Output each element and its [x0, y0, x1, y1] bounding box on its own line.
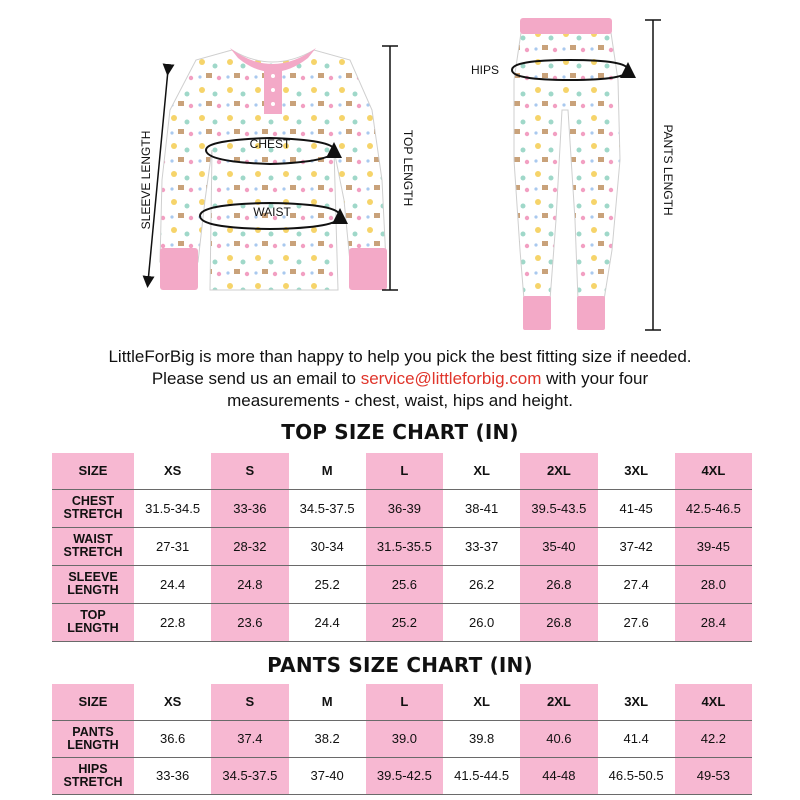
size-value-cell: 44-48 [520, 757, 597, 794]
size-header-row [52, 684, 752, 720]
garment-illustration [0, 0, 800, 345]
size-header-cell: L [366, 453, 443, 489]
measurement-row [52, 757, 752, 794]
size-value-cell: 41.5-44.5 [443, 757, 520, 794]
intro-line-2-start: Please send us an email to [151, 369, 361, 388]
size-value-cell: 38.2 [289, 720, 366, 757]
pants-size-table [52, 684, 752, 795]
size-header-cell: S [211, 684, 288, 720]
size-header-cell: M [289, 684, 366, 720]
measurement-label [52, 757, 134, 794]
measurement-label-line-2: LENGTH [67, 737, 119, 752]
size-value-cell: 40.6 [520, 720, 597, 757]
chest-label: CHEST [249, 137, 291, 151]
size-header-cell: S [211, 453, 288, 489]
size-value-cell: 26.8 [520, 565, 597, 603]
measurement-label-line-2: STRETCH [63, 774, 123, 789]
size-header-cell: 2XL [520, 684, 597, 720]
size-header-cell: 4XL [675, 453, 752, 489]
intro-text [20, 346, 780, 412]
pants-garment-shape [514, 18, 620, 330]
pants-length-label: PANTS LENGTH [661, 124, 675, 216]
intro-line-2 [20, 368, 780, 390]
size-value-cell: 46.5-50.5 [598, 757, 675, 794]
measurement-row [52, 603, 752, 641]
pants-length-arrow [645, 20, 661, 330]
size-header-cell: 2XL [520, 453, 597, 489]
measurement-row [52, 565, 752, 603]
top-size-chart-title: TOP SIZE CHART (IN) [281, 420, 519, 444]
measurement-row [52, 527, 752, 565]
size-header-cell: XS [134, 453, 211, 489]
size-header-cell: 3XL [598, 453, 675, 489]
measurement-label [52, 720, 134, 757]
size-value-cell: 23.6 [211, 603, 288, 641]
measurement-label [52, 527, 134, 565]
size-value-cell: 26.0 [443, 603, 520, 641]
measurement-label-line-2: LENGTH [67, 621, 119, 635]
hips-label: HIPS [470, 63, 500, 77]
size-value-cell: 27.6 [598, 603, 675, 641]
size-value-cell: 36.6 [134, 720, 211, 757]
size-value-cell: 39.0 [366, 720, 443, 757]
measurement-label-line-2: STRETCH [63, 507, 123, 521]
size-header-cell: M [289, 453, 366, 489]
intro-line-3: measurements - chest, waist, hips and height. [227, 391, 573, 410]
size-value-cell: 39.5-43.5 [520, 489, 597, 527]
measurement-label-line-1: WAIST [73, 532, 113, 546]
size-value-cell: 22.8 [134, 603, 211, 641]
size-value-cell: 25.2 [366, 603, 443, 641]
size-value-cell: 31.5-35.5 [366, 527, 443, 565]
size-value-cell: 28.0 [675, 565, 752, 603]
size-header-cell: XS [134, 684, 211, 720]
size-value-cell: 49-53 [675, 757, 752, 794]
size-value-cell: 39-45 [675, 527, 752, 565]
garment-measurement-figure [0, 0, 800, 345]
size-value-cell: 39.5-42.5 [366, 757, 443, 794]
size-header-label: SIZE [52, 684, 134, 720]
measurement-label [52, 489, 134, 527]
size-value-cell: 31.5-34.5 [134, 489, 211, 527]
size-value-cell: 30-34 [289, 527, 366, 565]
top-length-label: TOP LENGTH [401, 129, 415, 207]
pants-size-chart-title: PANTS SIZE CHART (IN) [267, 653, 533, 677]
size-value-cell: 36-39 [366, 489, 443, 527]
size-header-row [52, 453, 752, 489]
size-value-cell: 24.8 [211, 565, 288, 603]
waist-label: WAIST [253, 205, 291, 219]
size-value-cell: 26.2 [443, 565, 520, 603]
size-value-cell: 42.2 [675, 720, 752, 757]
size-value-cell: 34.5-37.5 [211, 757, 288, 794]
measurement-label [52, 603, 134, 641]
size-value-cell: 27-31 [134, 527, 211, 565]
support-email-link[interactable]: service@littleforbig.com [360, 369, 542, 388]
measurement-label [52, 565, 134, 603]
size-value-cell: 37-42 [598, 527, 675, 565]
size-value-cell: 28.4 [675, 603, 752, 641]
intro-line-1: LittleForBig is more than happy to help you pick the best fitting size if needed. [108, 347, 692, 366]
size-value-cell: 27.4 [598, 565, 675, 603]
measurement-label-line-1: TOP [80, 608, 106, 622]
top-size-table [52, 453, 752, 642]
size-value-cell: 33-37 [443, 527, 520, 565]
size-value-cell: 42.5-46.5 [675, 489, 752, 527]
size-value-cell: 28-32 [211, 527, 288, 565]
measurement-row [52, 489, 752, 527]
measurement-label-line-1: CHEST [71, 494, 115, 508]
size-value-cell: 41.4 [598, 720, 675, 757]
size-value-cell: 37-40 [289, 757, 366, 794]
size-value-cell: 38-41 [443, 489, 520, 527]
size-value-cell: 33-36 [134, 757, 211, 794]
measurement-row [52, 720, 752, 757]
sleeve-length-label: SLEEVE LENGTH [139, 130, 153, 230]
size-value-cell: 26.8 [520, 603, 597, 641]
size-value-cell: 39.8 [443, 720, 520, 757]
size-value-cell: 25.2 [289, 565, 366, 603]
size-value-cell: 35-40 [520, 527, 597, 565]
measurement-label-line-2: LENGTH [67, 583, 119, 597]
measurement-label-line-1: SLEEVE [68, 570, 118, 584]
size-header-cell: XL [443, 453, 520, 489]
measurement-label-line-2: STRETCH [63, 545, 123, 559]
size-value-cell: 25.6 [366, 565, 443, 603]
size-value-cell: 37.4 [211, 720, 288, 757]
intro-line-2-end: with your four [541, 369, 649, 388]
size-value-cell: 34.5-37.5 [289, 489, 366, 527]
size-value-cell: 24.4 [134, 565, 211, 603]
size-value-cell: 33-36 [211, 489, 288, 527]
top-garment-shape [160, 48, 387, 290]
size-header-cell: 3XL [598, 684, 675, 720]
size-value-cell: 41-45 [598, 489, 675, 527]
size-value-cell: 24.4 [289, 603, 366, 641]
measurement-label-line-1: HIPS [78, 761, 108, 776]
measurement-label-line-1: PANTS [72, 724, 114, 739]
size-header-label: SIZE [52, 453, 134, 489]
size-header-cell: L [366, 684, 443, 720]
size-header-cell: 4XL [675, 684, 752, 720]
size-header-cell: XL [443, 684, 520, 720]
